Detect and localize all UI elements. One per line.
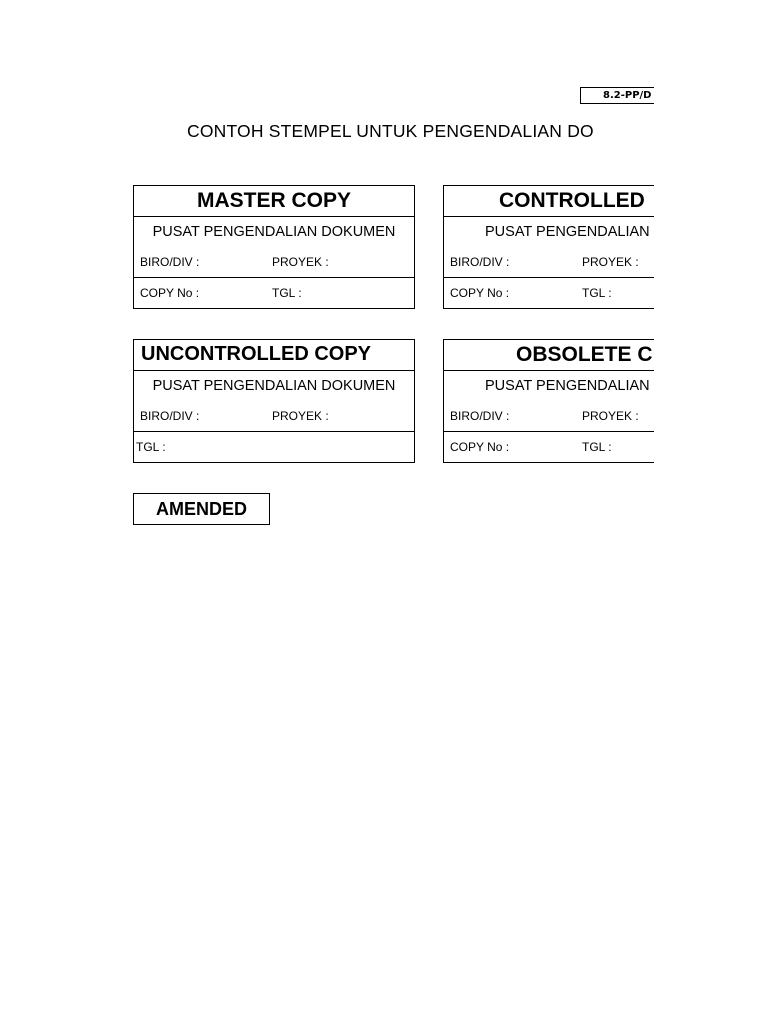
stamp-subtitle: PUSAT PENGENDALIAN xyxy=(485,378,650,394)
page-title: CONTOH STEMPEL UNTUK PENGENDALIAN DO xyxy=(187,121,594,141)
field-proyek: PROYEK : xyxy=(582,409,639,423)
field-proyek: PROYEK : xyxy=(272,409,329,423)
field-proyek: PROYEK : xyxy=(272,255,329,269)
field-biro-div: BIRO/DIV : xyxy=(450,409,510,423)
stamp-subtitle: PUSAT PENGENDALIAN xyxy=(485,224,650,240)
field-biro-div: BIRO/DIV : xyxy=(140,409,200,423)
field-proyek: PROYEK : xyxy=(582,255,639,269)
stamp-subtitle: PUSAT PENGENDALIAN DOKUMEN xyxy=(152,224,396,240)
document-code: 8.2-PP/D xyxy=(580,87,654,104)
field-biro-div: BIRO/DIV : xyxy=(450,255,510,269)
field-tgl: TGL : xyxy=(136,440,166,454)
field-copy-no: COPY No : xyxy=(450,440,510,454)
stamp-controlled xyxy=(443,185,654,309)
stamp-amended: AMENDED xyxy=(133,493,270,525)
field-tgl: TGL : xyxy=(582,440,612,454)
stamp-obsolete xyxy=(443,339,654,463)
stamp-title: UNCONTROLLED COPY xyxy=(141,343,371,365)
field-biro-div: BIRO/DIV : xyxy=(140,255,200,269)
field-tgl: TGL : xyxy=(272,286,302,300)
stamp-uncontrolled-copy xyxy=(133,339,415,463)
field-copy-no: COPY No : xyxy=(450,286,510,300)
stamp-title: CONTROLLED xyxy=(499,189,645,212)
stamp-title: MASTER COPY xyxy=(196,189,351,212)
stamp-subtitle: PUSAT PENGENDALIAN DOKUMEN xyxy=(152,378,396,394)
stamp-title: OBSOLETE C xyxy=(516,343,653,366)
field-tgl: TGL : xyxy=(582,286,612,300)
field-copy-no: COPY No : xyxy=(140,286,200,300)
stamp-master-copy xyxy=(133,185,415,309)
